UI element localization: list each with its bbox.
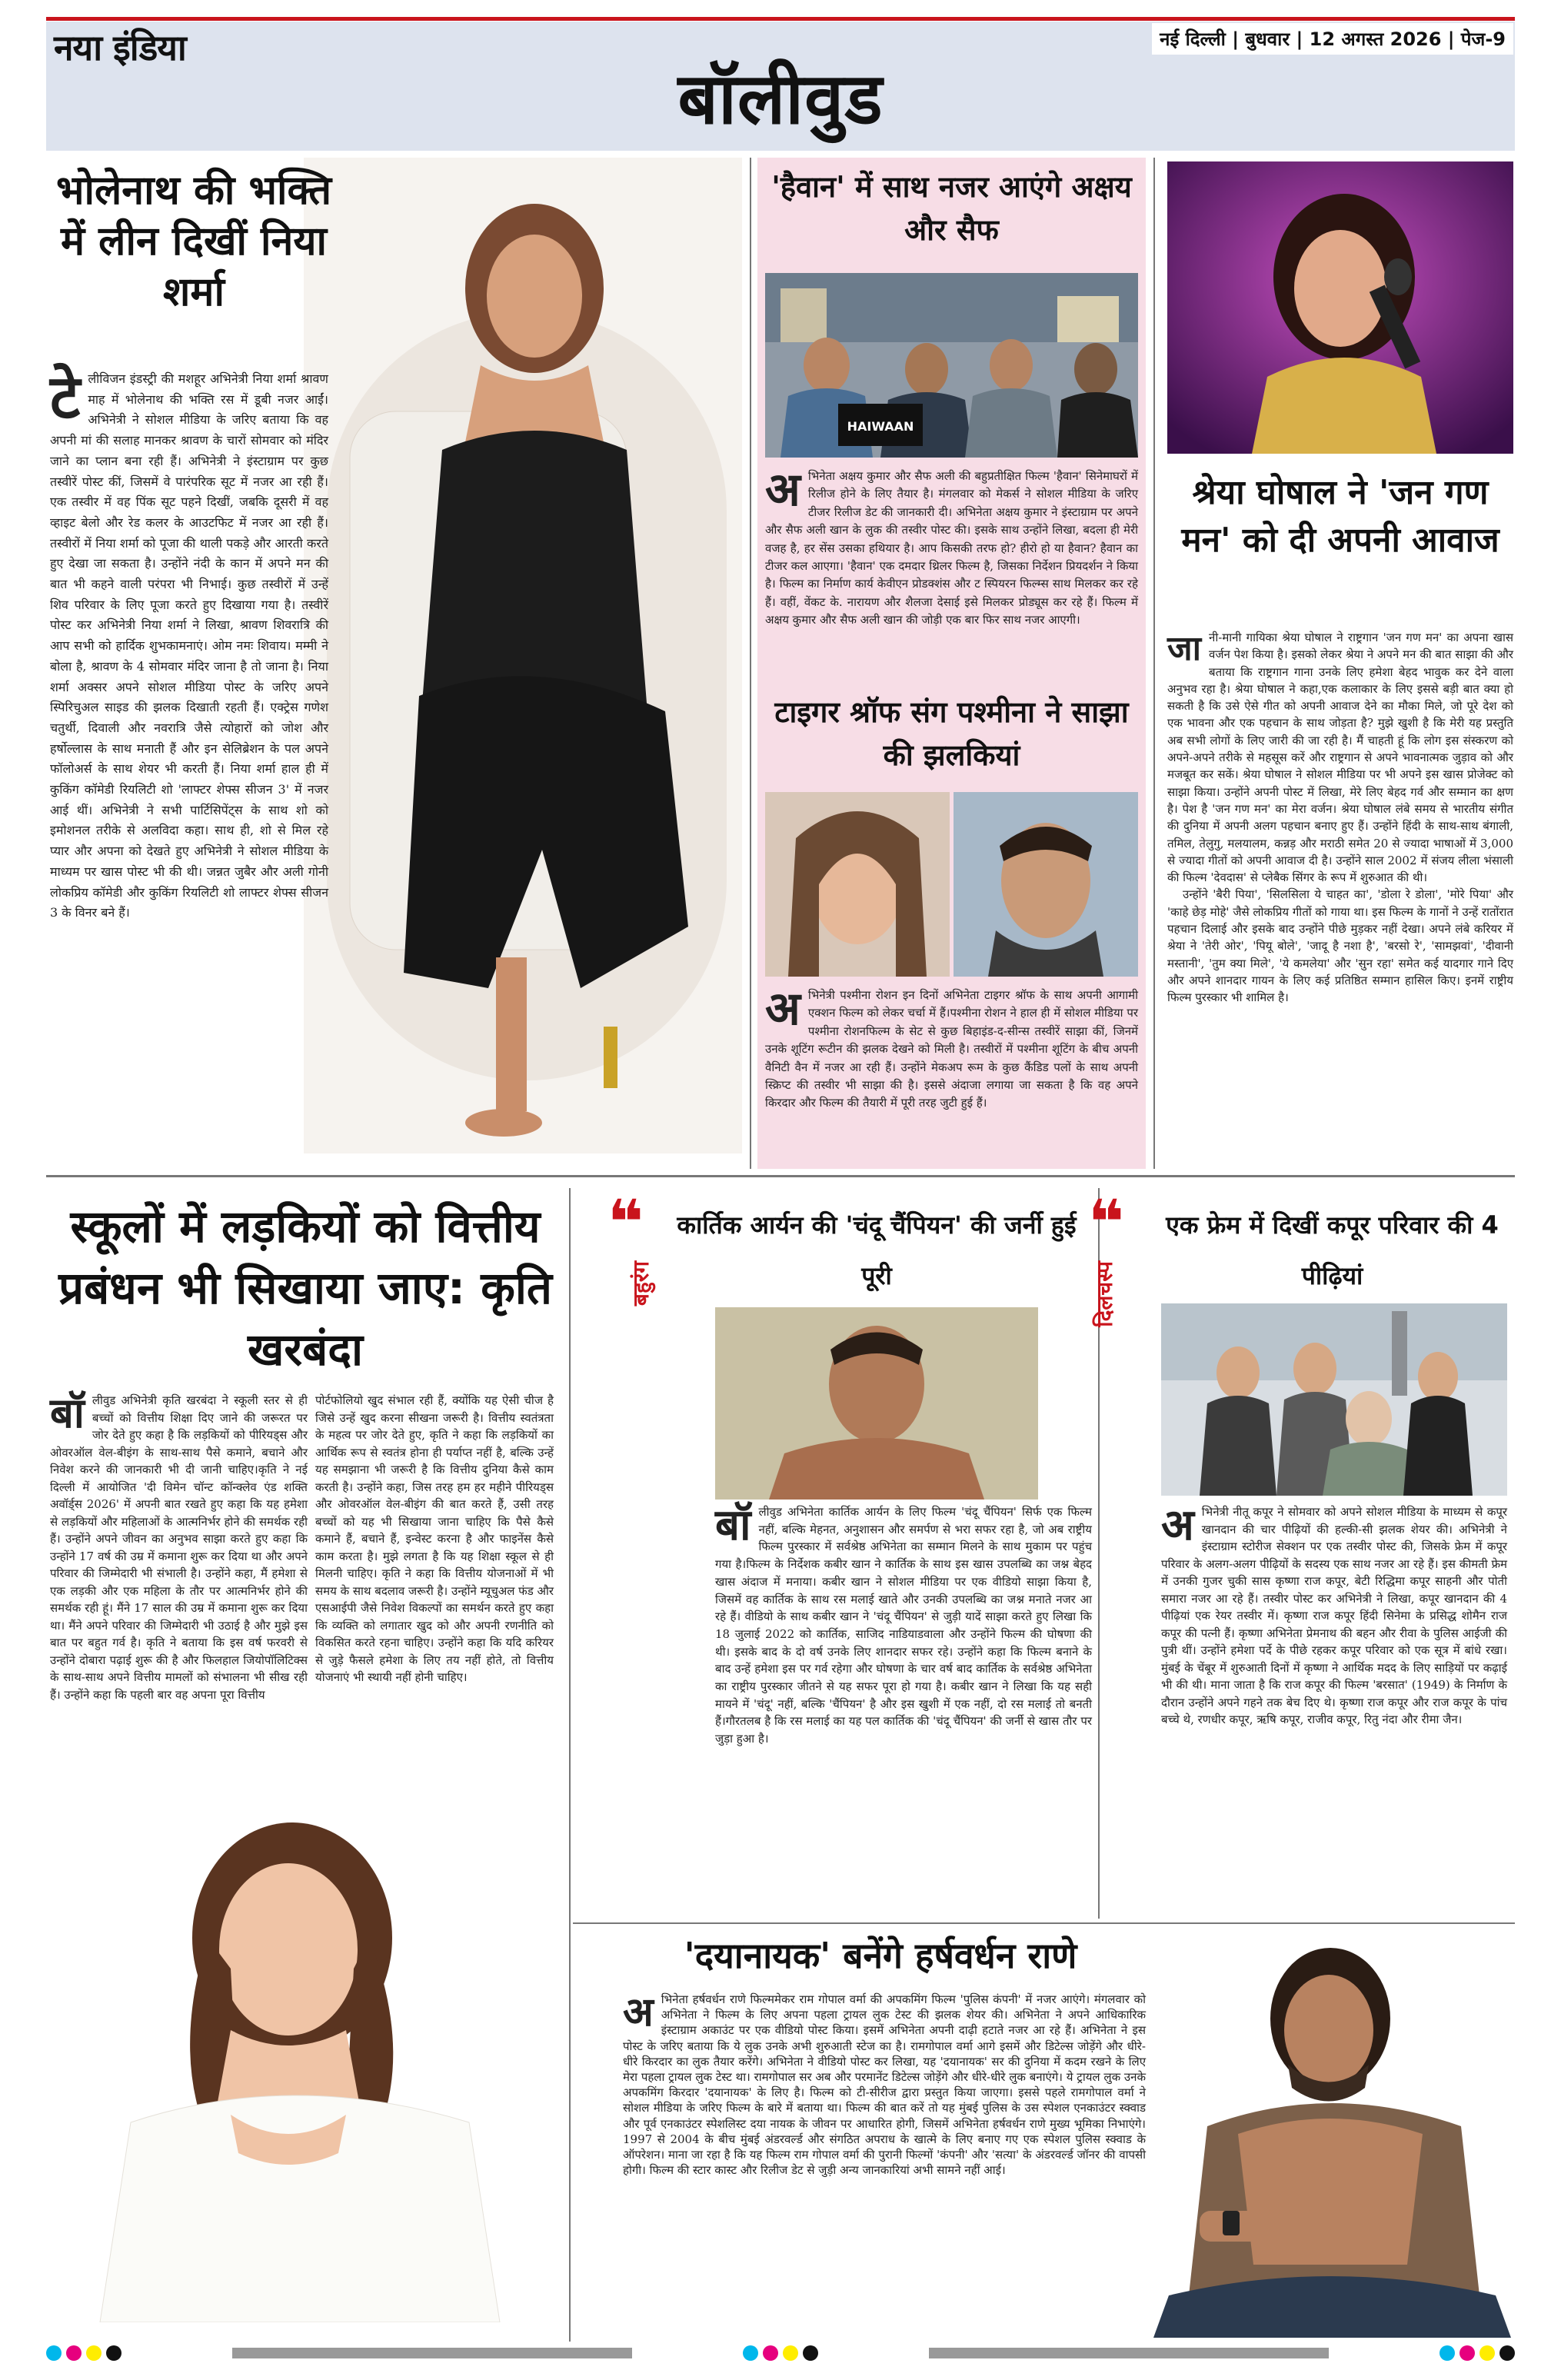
nia-body [50,363,328,924]
kartik-aaryan-photo [715,1307,1038,1500]
shreya-article [1167,629,1513,1007]
haiwaan-headline: 'हैवान' में साथ नजर आएंगे अक्षय और सैफ [771,170,1132,247]
haiwaan-body [765,463,1138,630]
section-label-dilchasp: दिलचस्प [1092,1261,1117,1327]
section-title: बॉलीवुड [677,58,884,140]
clapperboard-text: HAIWAAN [847,419,914,434]
tiger-drop-cap: अ [765,982,800,1036]
shreya-drop-cap: जा [1167,629,1202,668]
harsh-drop-cap: अ [623,1989,654,2035]
top-rule [46,17,1515,21]
kartik-article [715,1500,1092,1748]
kapoor-headline: एक फ्रेम में दिखीं कपूर परिवार की 4 पीढ़ियां [1166,1210,1499,1290]
quote-icon: ❝ [1088,1187,1124,1258]
haiwaan-headline-box [765,165,1138,251]
dateline: नई दिल्ली | बुधवार | 12 अगस्त 2026 | पेज-9 [1152,23,1513,55]
nia-headline-box [48,165,340,318]
color-registration-marks [743,2345,818,2361]
kartik-headline: कार्तिक आर्यन की 'चंदू चैंपियन' की जर्नी हुई पूरी [677,1210,1077,1290]
kartik-drop-cap: बॉ [715,1500,751,1550]
shreya-headline-box [1167,469,1513,564]
kriti-headline: स्कूलों में लड़कियों को वित्तीय प्रबंधन भी सिखाया जाए: कृति खरबंदा [58,1200,552,1376]
nia-drop-cap: टे [50,363,81,432]
kriti-body-text-1: लीवुड अभिनेत्री कृति खरबंदा ने स्कूली स्तर से ही बच्चों को वित्तीय शिक्षा दिए जाने की जरूरत पर जोर देते हुए कहा है कि लड़कियों को पीरियड्स और ओवरऑल वेल-बीइंग के साथ-साथ पैसे कमाने, बचाने और निवेश करने की जानकारी भी दी जानी चाहिए।कृति ने नई दिल्ली में आयोजित 'दी विमेन चॉन्ट कॉन्क्लेव एंड शक्ति अवॉर्ड्स 2026' में अपनी बात रखते हुए कहा कि यह हमेशा से लड़कियों और महिलाओं के आत्मनिर्भर होने की समर्थक रही हैं। उन्होंने अपने जीवन का अनुभव साझा करते हुए कहा कि उन्होंने 17 वर्ष की उम्र में कमाना शुरू कर दिया था और अपने परिवार की जिम्मेदारी भी संभाली है। उन्होंने कहा, मैं हमेशा से एक लड़की और एक महिला के तौर पर आत्मनिर्भर होने की समर्थक रही हूं। मैंने 17 साल की उम्र में कमाना शुरू कर दिया था। मैंने अपने परिवार की जिम्मेदारी भी उठाई है और मुझे इस बात पर बहुत गर्व है। कृति ने बताया कि इस वर्ष फरवरी से उन्होंने दोबारा पढ़ाई शुरू की है और फिलहाल जियोपॉलिटिक्स के साथ-साथ अपने वित्तीय मामलों को संभालना भी सीख रही हैं। उन्होंने कहा कि पहली बार वह अपना पूरा वित्तीय [50,1393,308,1702]
tiger-body-text: भिनेत्री पश्मीना रोशन इन दिनों अभिनेता टाइगर श्रॉफ के साथ अपनी आगामी एक्शन फिल्म को लेकर चर्चा में हैं।पश्मीना रोशन ने हाल ही में सोशल मीडिया पर पश्मीना रोशनफिल्म के सेट से कुछ बिहाइंड-द-सीन्स तस्वीरें साझा कीं, जिनमें उनके शूटिंग रूटीन की झलक देखने को मिली है। तस्वीरों में पश्मीना शूटिंग के बीच अपनी वैनिटी वैन में नजर आ रही हैं। उन्होंने मेकअप रूम के कुछ कैंडिड पलों के साथ अपनी स्क्रिप्ट की तस्वीर भी साझा की है। इससे अंदाजा लगाया जा सकता है कि वह अपने किरदार और फिल्म की तैयारी में पूरी तरह जुटी हुई हैं। [765,988,1138,1110]
horizontal-divider [46,1175,1515,1177]
kapoor-headline-box [1153,1200,1511,1301]
kartik-body-text: लीवुड अभिनेता कार्तिक आर्यन के लिए फिल्म 'चंदू चैंपियन' सिर्फ एक फिल्म नहीं, बल्कि मेहनत, अनुशासन और समर्पण से भरा सफर रहा है, जो अब राष्ट्रीय फिल्म पुरस्कार में सर्वश्रेष्ठ अभिनेता का सम्मान मिलने के साथ मुकाम पर पहुंच गया है।फिल्म के निर्देशक कबीर खान ने कार्तिक के साथ इस खास उपलब्धि का जश्न बेहद खास अंदाज में मनाया। कबीर खान ने सोशल मीडिया पर एक वीडियो साझा किया है, जिसमें वह कार्तिक के साथ रस मलाई खाते और उनकी उपलब्धि का जश्न मनाते नजर आ रहे हैं। वीडियो के साथ कबीर खान ने 'चंदू चैंपियन' से जुड़ी यादें साझा करते हुए लिखा कि 18 जुलाई 2022 को कार्तिक, साजिद नाडियाडवाला और उन्होंने फिल्म की घोषणा की थी। इसके बाद के दो वर्ष उनके लिए शानदार सफर रहे। उन्होंने कहा कि फिल्म बनाने के बाद उन्हें हमेशा इस पर गर्व रहेगा और घोषणा के चार वर्ष बाद कार्तिक के सर्वश्रेष्ठ अभिनेता का राष्ट्रीय पुरस्कार जीतने से यह सफर पूरा हो गया है। कबीर खान ने लिखा कि यह सही मायने में 'चंदू' नहीं, बल्कि 'चैंपियन' है और इस खुशी में एक नहीं, दो रस मलाई तो बनती हैं।गौरतलब है कि रस मलाई का यह पल कार्तिक की 'चंदू चैंपियन' की जर्नी से खास तौर पर जुड़ा हुआ है। [715,1505,1092,1746]
kapoor-article [1161,1500,1507,1729]
nia-headline: भोलेनाथ की भक्ति में लीन दिखीं निया शर्मा [56,168,331,315]
haiwaan-body-text: भिनेता अक्षय कुमार और सैफ अली की बहुप्रतीक्षित फिल्म 'हैवान' सिनेमाघरों में रिलीज होने के लिए तैयार है। मंगलवार को मेकर्स ने सोशल मीडिया के जरिए टीजर रिलीज डेट की जानकारी दी। अभिनेता अक्षय कुमार ने इंस्टाग्राम पर अपने और सैफ अली खान के लुक की तस्वीर पोस्ट की। इसके साथ उन्होंने लिखा, बदला ही मेरी वजह है, हर सेंस उसका हथियार है। आप किसकी तरफ हो? हीरो हो या हैवान? हैवान का टीजर कल आएगा। 'हैवान' एक दमदार थ्रिलर फिल्म है, जिसका निर्देशन प्रियदर्शन ने किया है। फिल्म का निर्माण कार्य केवीएन प्रोडक्शंस और ट स्पियरन फिल्म्स साथ मिलकर कर रहे हैं। वहीं, वेंकट के. नारायण और शैलजा देसाई इसे मिलकर प्रोड्यूस कर रहे हैं। फिल्म में अक्षय कुमार और सैफ अली खान की जोड़ी एक बार फिर साथ नजर आएगी। [765,469,1138,627]
kapoor-body-text: भिनेत्री नीतू कपूर ने सोमवार को अपने सोशल मीडिया के माध्यम से कपूर खानदान की चार पीढ़ियों की हल्की-सी झलक शेयर की। अभिनेत्री ने इंस्टाग्राम स्टोरीज सेक्शन पर एक तस्वीर पोस्ट की, जिसके फ्रेम में कपूर परिवार के अलग-अलग पीढ़ियों के सदस्य एक साथ नजर आ रहे हैं। इस कीमती फ्रेम में उनकी गुजर चुकी सास कृष्णा राज कपूर, बेटी रिद्धिमा कपूर साहनी और पोती समारा नजर आ रहे हैं। तस्वीर पोस्ट कर अभिनेत्री ने लिखा, कपूर खानदान की 4 पीढ़ियां एक रेयर तस्वीर में। कृष्णा राज कपूर हिंदी सिनेमा के प्रसिद्ध शोमैन राज कपूर की पत्नी हैं। कृष्णा अभिनेता प्रेमनाथ की बहन और रीवा के पुलिस आईजी की पुत्री थीं। उन्होंने हमेशा पर्दे के पीछे रहकर कपूर परिवार को एक सूत्र में बांधे रखा। मुंबई के चेंबूर में शुरुआती दिनों में कृष्णा ने आर्थिक मदद के लिए साड़ियों पर कढ़ाई भी की थी। माना जाता है कि राज कपूर की फिल्म 'बरसात' (1949) के निर्माण के दौरान उन्होंने अपने गहने तक बेच दिए थे। कृष्णा राज कपूर और राज कपूर के पांच बच्चे थे, रणधीर कपूर, ऋषि कपूर, राजीव कपूर, रितु नंदा और रीमा जैन। [1161,1505,1507,1726]
nia-sharma-photo [304,158,742,1153]
harsh-body [623,1989,1146,2178]
shreya-body [1167,629,1513,886]
tiger-pashmina-photo [765,792,1138,977]
harsh-body-text: भिनेता हर्षवर्धन राणे फिल्ममेकर राम गोपाल वर्मा की अपकमिंग फिल्म 'पुलिस कंपनी' में नजर आएंगे। मंगलवार को अभिनेता ने फिल्म के लिए अपना पहला ट्रायल लुक टेस्ट की झलक शेयर की। अभिनेता ने अपने आधिकारिक इंस्टाग्राम अकाउंट पर एक वीडियो पोस्ट किया। इसमें अभिनेता अपनी दाढ़ी हटाते नजर आ रहे हैं। अभिनेता ने इस पोस्ट के जरिए बताया कि ये लुक उनके अभी शुरुआती स्टेज का है। रामगोपाल वर्मा आगे इसमें और डिटेल्स जोड़ेंगे और धीरे-धीरे किरदार का लुक तैयार करेंगे। अभिनेता ने वीडियो पोस्ट कर लिखा, यह 'दयानायक' सर की दुनिया में कदम रखने के लिए मेरा पहला ट्रायल लुक टेस्ट था। रामगोपाल सर अब और परमानेंट डिटेल्स जोड़ेंगे और धीरे-धीरे लुक बनाएंगे। ये ट्रायल लुक उनके अपकमिंग किरदार 'दयानायक' के लिए है। फिल्म को टी-सीरीज द्वारा प्रस्तुत किया जाएगा। इससे पहले रामगोपाल वर्मा ने सोशल मीडिया के जरिए फिल्म के बारे में बताया था। फिल्म की बात करें तो यह मुंबई पुलिस के उस स्पेशल एनकाउंटर स्क्वाड और पूर्व एनकाउंटर स्पेशलिस्ट दया नायक के जीवन पर आधारित होगी, जिसमें अभिनेता हर्षवर्धन राणे मुख्य भूमिका निभाएंगे। 1997 से 2004 के बीच मुंबई अंडरवर्ल्ड और संगठित अपराध के खात्मे के लिए बनाए गए एक स्पेशल पुलिस स्क्वाड के ऑपरेशन। माना जा रहा है कि यह फिल्म राम गोपाल वर्मा की पुरानी फिल्मों 'कंपनी' और 'सत्या' के अंडरवर्ल्ड जॉनर की वापसी होगी। फिल्म की स्टार कास्ट और रिलीज डेट से जुड़ी अन्य जानकारियां अभी सामने नहीं आई। [623,1992,1146,2178]
shreya-body-2: उन्होंने 'बैरी पिया', 'सिलसिला ये चाहत का', 'डोला रे डोला', 'मोरे पिया' और 'काहे छेड़ मोहे' जैसे लोकप्रिय गीतों को गाया था। इस फिल्म के गानों ने उन्हें रातोंरात पहचान दिलाई और इसके बाद उन्होंने पीछे मुड़कर नहीं देखा। अपने लंबे करियर में श्रेया ने 'तेरी ओर', 'पियू बोले', 'जादू है नशा है', 'बरसो रे', 'सामझवां', 'दीवानी मस्तानी', 'तुम क्या मिले', 'ये कमलेया' और 'सुन रहा' समेत कई यादगार गाने दिए और अपने शानदार गायन के लिए कई प्रतिष्ठित सम्मान हासिल किए। इनमें राष्ट्रीय फिल्म पुरस्कार भी शामिल है। [1167,887,1513,1005]
tiger-headline-box [765,691,1138,777]
footer-bar [929,2348,1329,2358]
color-registration-marks [46,2345,121,2361]
harsh-headline: 'दयानायक' बनेंगे हर्षवर्धन राणे [684,1935,1077,1976]
footer-bar [232,2348,632,2358]
kriti-article-col1 [50,1389,308,1703]
kartik-headline-box [677,1200,1077,1301]
kapoor-body [1161,1500,1507,1729]
shreya-headline: श्रेया घोषाल ने 'जन गण मन' को दी अपनी आवाज [1181,473,1499,560]
horizontal-divider [573,1922,1515,1924]
shreya-ghoshal-photo [1167,161,1513,454]
kriti-drop-cap: बॉ [50,1389,85,1437]
column-divider [1153,158,1155,1169]
section-label-bahurang: बहुरंग [628,1261,654,1307]
kriti-headline-box [48,1196,563,1380]
newspaper-logo: नया इंडिया [54,27,186,68]
kartik-body [715,1500,1092,1748]
harsh-article [623,1989,1146,2178]
tiger-headline: टाइगर श्रॉफ संग पश्मीना ने साझा की झलकियां [774,695,1129,772]
kriti-body-1 [50,1389,308,1703]
quote-icon: ❝ [607,1187,644,1258]
tiger-article [765,982,1138,1113]
tiger-body [765,982,1138,1113]
haiwaan-article [765,463,1138,630]
shreya-body-text-1: नी-मानी गायिका श्रेया घोषाल ने राष्ट्रगान 'जन गण मन' का अपना खास वर्जन पेश किया है। इसको लेकर श्रेया ने अपने मन की बात साझा की और बताया कि राष्ट्रगान गाना उनके लिए हमेशा बेहद भावुक कर देने वाला अनुभव रहा है। श्रेया घोषाल ने कहा,एक कलाकार के लिए इससे बड़ी बात क्या हो सकती है कि उसे ऐसे गीत को अपनी आवाज देने का मौका मिले, जो पूरे देश को एक भावना और एक पहचान के साथ जोड़ता है? मुझे खुशी है कि मेरी यह प्रस्तुति अब सभी लोगों के लिए जारी की जा रही है। मैं चाहती हूं कि लोग इस संस्करण को अपने-अपने तरीके से महसूस करें और राष्ट्रगान से अपने भावनात्मक जुड़ाव को और मजबूत कर सकें। श्रेया घोषाल ने सोशल मीडिया पर भी अपने इस खास प्रोजेक्ट को साझा किया। उन्होंने अपनी पोस्ट में लिखा, मेरे लिए बेहद गर्व और सम्मान का क्षण है। पेश है 'जन गण मन' का मेरा वर्जन। श्रेया घोषाल लंबे समय से भारतीय संगीत की दुनिया में अपनी अलग पहचान बनाए हुए हैं। उन्होंने हिंदी के साथ-साथ बंगाली, तमिल, तेलुगु, मलयालम, कन्नड़ और मराठी समेत 20 से ज्यादा भाषाओं में 3,000 से ज्यादा गीतों को अपनी आवाज दी है। उन्होंने साल 2002 में संजय लीला भंसाली की फिल्म 'देवदास' से प्लेबैक सिंगर के रूप में शुरुआत की थी। [1167,631,1513,885]
nia-article [50,363,328,924]
color-registration-marks [1440,2345,1515,2361]
kriti-body-2: पोर्टफोलियो खुद संभाल रही हैं, क्योंकि यह ऐसी चीज है जिसे उन्हें खुद करना सीखना जरूरी है। वित्तीय स्वतंत्रता के महत्व पर जोर देते हुए, कृति ने कहा कि लड़कियों का आर्थिक रूप से स्वतंत्र होना ही पर्याप्त नहीं है, बल्कि उन्हें यह समझाना भी जरूरी है कि वित्तीय दुनिया कैसे काम करती है। उन्होंने कहा, जिस तरह हम हर महीने पीरियड्स और ओवरऑल वेल-बीइंग की बात करते हैं, उसी तरह बच्चों को यह भी सिखाया जाना चाहिए कि पैसे कैसे कमाने हैं, बचाने हैं, इन्वेस्ट करना है और फाइनेंस कैसे काम करता है। मुझे लगता है कि यह शिक्षा स्कूल से ही मिलनी चाहिए। कृति ने कहा कि वित्तीय योजनाओं में भी समय के साथ बदलाव जरूरी है। उन्होंने म्यूचुअल फंड और एसआईपी जैसे निवेश विकल्पों का समर्थन करते हुए कहा कि व्यक्ति को लगातार खुद को और अपनी रणनीति को विकसित करते रहना चाहिए। उन्होंने कहा कि यदि करियर से जुड़े फैसले हमेशा के लिए तय नहीं होते, तो वित्तीय योजनाएं भी स्थायी नहीं होनी चाहिए। [315,1393,554,1684]
kapoor-drop-cap: अ [1161,1500,1194,1550]
kriti-article-col2 [315,1392,554,1686]
kapoor-family-photo [1161,1303,1507,1496]
kriti-kharbanda-photo [85,1792,515,2322]
footer-registration-strip [46,2342,1515,2365]
haiwaan-photo [765,273,1138,458]
haiwaan-drop-cap: अ [765,463,800,517]
column-divider [750,158,751,1169]
nia-body-text: लीविजन इंडस्ट्री की मशहूर अभिनेत्री निया शर्मा श्रावण माह में भोलेनाथ की भक्ति रस में डूबी नजर आईं। अभिनेत्री ने सोशल मीडिया के जरिए बताया कि वह अपनी मां की सलाह मानकर श्रावण के चारों सोमवार को मंदिर जाने का प्लान बना रही हैं। अभिनेत्री ने इंस्टाग्राम पर कुछ तस्वीरें पोस्ट कीं, जिसमें वे पारंपरिक सूट में नजर आ रही हैं। एक तस्वीर में वह पिंक सूट पहने दिखीं, जबकि दूसरी में वह व्हाइट बेलो और रेड कलर के आउटफिट में नजर आ रही हैं। तस्वीरों में निया शर्मा को पूजा की थाली पकड़े और आरती करते हुए देखा जा सकता है। उन्होंने नंदी के कान में अपने मन की बात भी कहने वाली परंपरा भी निभाई। कुछ तस्वीरों में उन्हें शिव परिवार के लिए पूजा करते हुए दिखाया गया है। तस्वीरें पोस्ट कर अभिनेत्री निया शर्मा ने लिखा, श्रावण शिवरात्रि की आप सभी को हार्दिक शुभकामनाएं। ओम नमः शिवाय। मम्मी ने बोला है, श्रावण के 4 सोमवार मंदिर जाना है तो जाना है। निया शर्मा अक्सर अपने सोशल मीडिया पोस्ट के जरिए अपने स्पिरिचुअल साइड की झलक दिखाती रहती हैं। एक्ट्रेस गणेश चतुर्थी, दिवाली और नवरात्रि जैसे त्योहारों को जोश और हर्षोल्लास के साथ मनाती हैं और इन सेलिब्रेशन के पल अपने फॉलोअर्स के साथ शेयर भी करती हैं। निया शर्मा हाल ही में कुकिंग कॉमेडी रियलिटी शो 'लाफ्टर शेफ्स सीजन 3' में नजर आई थीं। अभिनेत्री ने सभी पार्टिसिपेंट्स के साथ शो को इमोशनल तरीके से अलविदा कहा। साथ ही, शो से मिल रहे प्यार और अपना को देखते हुए अभिनेत्री ने सोशल मीडिया के माध्यम पर खास पोस्ट भी की थी। जन्नत जुबैर और अली गोनी लोकप्रिय कॉमेडी और कुकिंग रियलिटी शो लाफ्टर शेफ्स सीजन 3 के विनर बने हैं। [50,371,328,920]
harsh-headline-box [600,1930,1161,1981]
harshvardhan-rane-photo [1153,1934,1511,2338]
column-divider [569,1188,571,2342]
